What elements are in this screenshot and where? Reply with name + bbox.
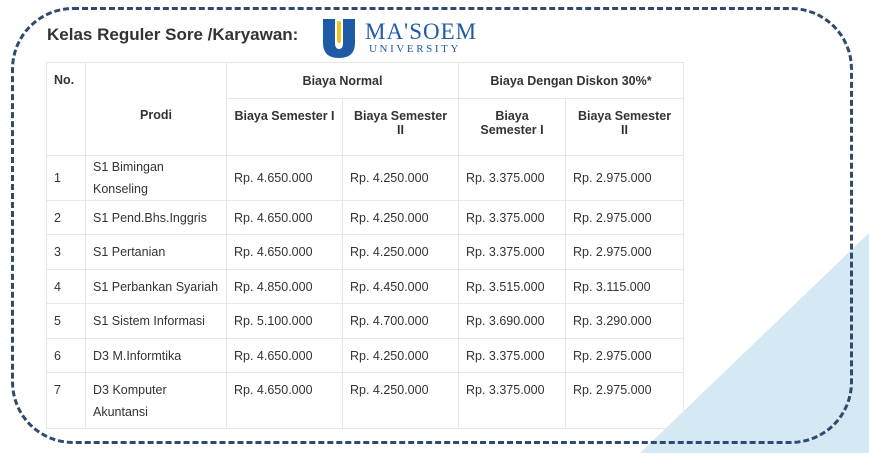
header-no: No. — [47, 63, 86, 156]
cell-no: 7 — [47, 373, 86, 429]
tuition-table — [46, 62, 684, 429]
cell-prodi: S1 Pertanian — [86, 235, 227, 270]
cell-normal-sem1: Rp. 4.650.000 — [227, 373, 343, 429]
cell-no: 3 — [47, 235, 86, 270]
table-row — [47, 156, 684, 201]
cell-normal-sem1: Rp. 4.650.000 — [227, 201, 343, 235]
header-diskon-sem2: Biaya Semester II — [566, 99, 684, 156]
table-row — [47, 373, 684, 429]
table-row — [47, 270, 684, 304]
cell-normal-sem2: Rp. 4.250.000 — [343, 201, 459, 235]
table-row — [47, 304, 684, 339]
cell-no: 1 — [47, 156, 86, 201]
cell-diskon-sem1: Rp. 3.375.000 — [459, 235, 566, 270]
header-normal-sem2: Biaya Semester II — [343, 99, 459, 156]
cell-diskon-sem2: Rp. 3.115.000 — [566, 270, 684, 304]
cell-normal-sem1: Rp. 5.100.000 — [227, 304, 343, 339]
logo-subtitle: UNIVERSITY — [369, 43, 461, 55]
header-biaya-diskon: Biaya Dengan Diskon 30%* — [459, 63, 684, 99]
cell-prodi: D3 Komputer Akuntansi — [86, 373, 227, 429]
cell-normal-sem1: Rp. 4.850.000 — [227, 270, 343, 304]
cell-normal-sem2: Rp. 4.250.000 — [343, 235, 459, 270]
cell-diskon-sem2: Rp. 2.975.000 — [566, 373, 684, 429]
cell-diskon-sem1: Rp. 3.375.000 — [459, 339, 566, 373]
logo-u-icon — [319, 17, 359, 59]
cell-normal-sem1: Rp. 4.650.000 — [227, 156, 343, 201]
cell-normal-sem2: Rp. 4.700.000 — [343, 304, 459, 339]
cell-normal-sem1: Rp. 4.650.000 — [227, 339, 343, 373]
cell-diskon-sem2: Rp. 2.975.000 — [566, 235, 684, 270]
table-row — [47, 235, 684, 270]
cell-diskon-sem1: Rp. 3.690.000 — [459, 304, 566, 339]
cell-diskon-sem2: Rp. 3.290.000 — [566, 304, 684, 339]
university-logo — [313, 13, 478, 60]
cell-normal-sem2: Rp. 4.250.000 — [343, 339, 459, 373]
header-normal-sem1: Biaya Semester I — [227, 99, 343, 156]
header-biaya-normal: Biaya Normal — [227, 63, 459, 99]
cell-prodi: S1 Sistem Informasi — [86, 304, 227, 339]
cell-diskon-sem2: Rp. 2.975.000 — [566, 156, 684, 201]
table-row — [47, 201, 684, 235]
cell-normal-sem2: Rp. 4.250.000 — [343, 156, 459, 201]
cell-diskon-sem2: Rp. 2.975.000 — [566, 339, 684, 373]
cell-diskon-sem1: Rp. 3.375.000 — [459, 373, 566, 429]
table-header-row — [47, 63, 684, 99]
header-diskon-sem1: Biaya Semester I — [459, 99, 566, 156]
cell-normal-sem2: Rp. 4.450.000 — [343, 270, 459, 304]
cell-diskon-sem1: Rp. 3.375.000 — [459, 156, 566, 201]
cell-prodi: D3 M.Informtika — [86, 339, 227, 373]
cell-diskon-sem2: Rp. 2.975.000 — [566, 201, 684, 235]
page-title: Kelas Reguler Sore /Karyawan: — [47, 25, 299, 44]
cell-no: 6 — [47, 339, 86, 373]
cell-normal-sem2: Rp. 4.250.000 — [343, 373, 459, 429]
cell-prodi: S1 Bimingan Konseling — [86, 156, 227, 201]
cell-normal-sem1: Rp. 4.650.000 — [227, 235, 343, 270]
table-row — [47, 339, 684, 373]
cell-diskon-sem1: Rp. 3.375.000 — [459, 201, 566, 235]
cell-no: 2 — [47, 201, 86, 235]
cell-no: 4 — [47, 270, 86, 304]
cell-no: 5 — [47, 304, 86, 339]
cell-prodi: S1 Pend.Bhs.Inggris — [86, 201, 227, 235]
cell-diskon-sem1: Rp. 3.515.000 — [459, 270, 566, 304]
cell-prodi: S1 Perbankan Syariah — [86, 270, 227, 304]
logo-name: MA'SOEM — [365, 19, 478, 44]
header-prodi: Prodi — [86, 63, 227, 156]
